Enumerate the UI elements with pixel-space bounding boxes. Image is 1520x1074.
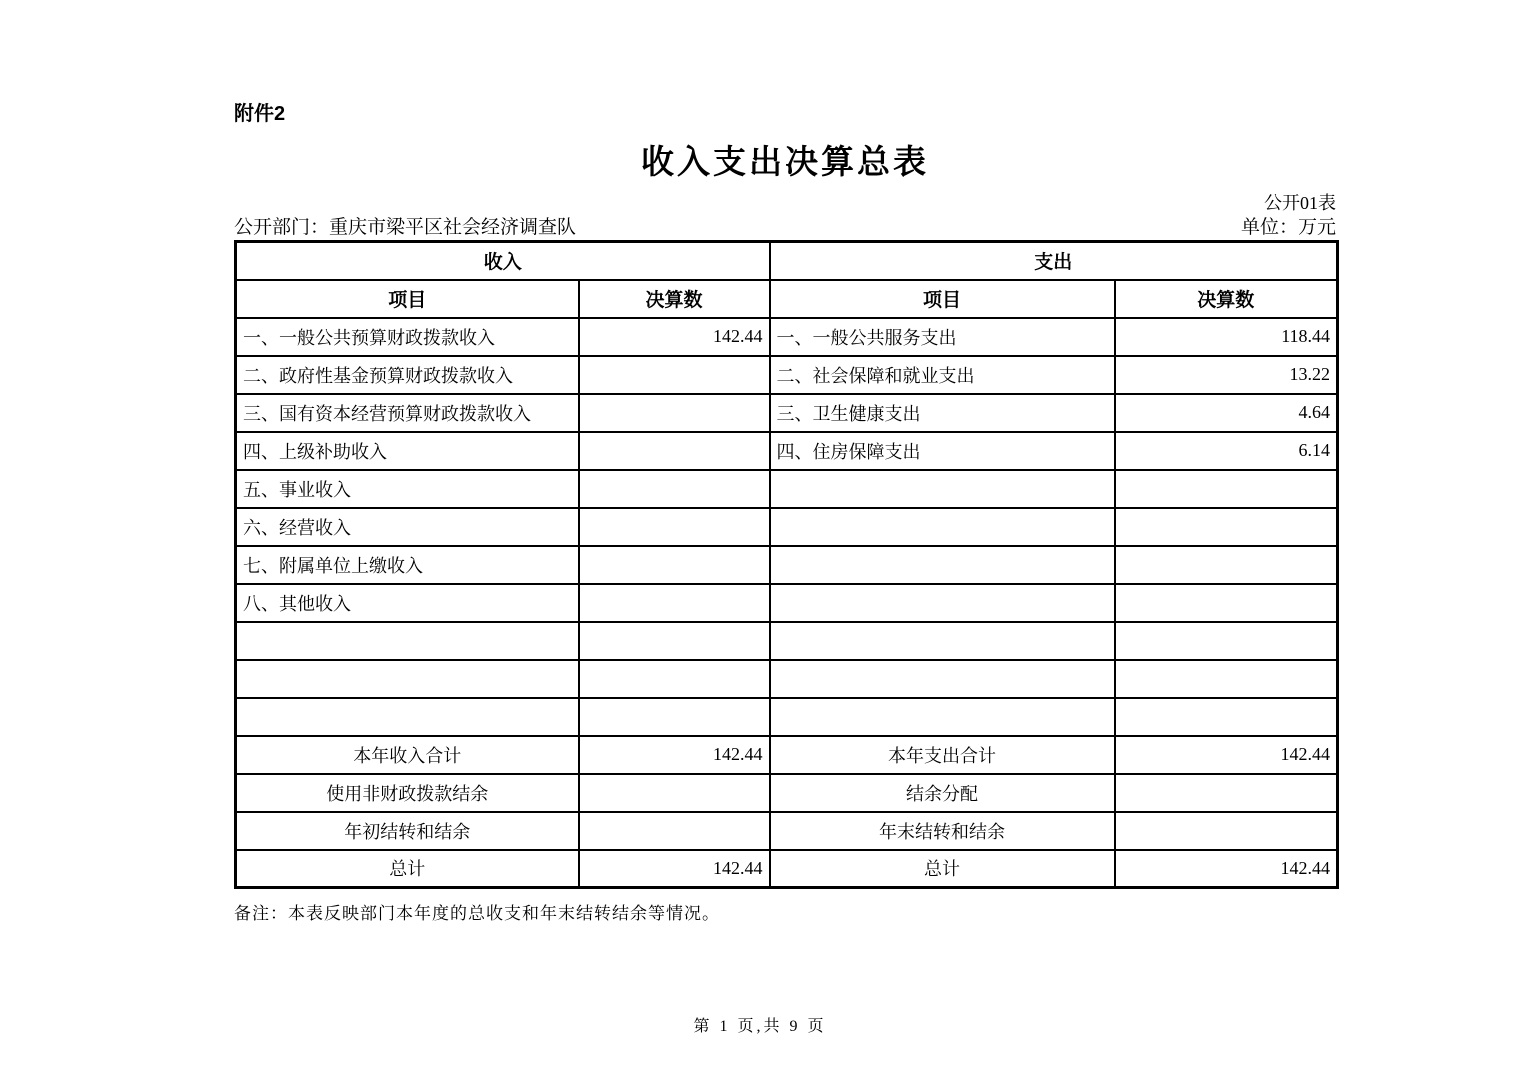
expense-amount-cell	[1115, 546, 1338, 584]
unit-label: 单位：万元	[1240, 217, 1336, 238]
income-amount-cell	[579, 508, 770, 546]
table-meta-row	[234, 212, 1336, 239]
income-amount-cell	[579, 470, 770, 508]
expense-item-cell: 一、一般公共服务支出	[770, 318, 1115, 356]
table-row	[236, 660, 1338, 698]
expense-amount-cell	[1115, 812, 1338, 850]
expense-amount-cell	[1115, 774, 1338, 812]
income-amount-cell	[579, 546, 770, 584]
table-row	[236, 546, 1338, 584]
expense-amount-cell: 118.44	[1115, 318, 1338, 356]
expense-amount-cell	[1115, 584, 1338, 622]
income-amount-cell	[579, 356, 770, 394]
income-amount-cell: 142.44	[579, 318, 770, 356]
table-row	[236, 432, 1338, 470]
expense-amount-cell	[1115, 470, 1338, 508]
income-amount-cell: 142.44	[579, 850, 770, 888]
income-item-cell: 八、其他收入	[236, 584, 579, 622]
expense-item-cell: 二、社会保障和就业支出	[770, 356, 1115, 394]
expense-amount-cell	[1115, 660, 1338, 698]
table-code-label: 公开01表	[1264, 193, 1336, 213]
expense-amount-column-header: 决算数	[1115, 280, 1338, 318]
table-row	[236, 470, 1338, 508]
income-amount-cell	[579, 660, 770, 698]
table-row-carryover	[236, 812, 1338, 850]
department-label: 公开部门：重庆市梁平区社会经济调查队	[234, 217, 577, 238]
expense-item-cell	[770, 622, 1115, 660]
section-header-row	[236, 242, 1338, 280]
income-amount-cell	[579, 774, 770, 812]
expense-amount-cell	[1115, 698, 1338, 736]
expense-item-cell	[770, 508, 1115, 546]
expense-amount-cell: 4.64	[1115, 394, 1338, 432]
expense-item-cell: 结余分配	[770, 774, 1115, 812]
income-amount-cell	[579, 584, 770, 622]
expense-item-cell	[770, 698, 1115, 736]
income-amount-cell: 142.44	[579, 736, 770, 774]
table-row-grand-total	[236, 850, 1338, 888]
income-item-cell: 四、上级补助收入	[236, 432, 579, 470]
income-section-header: 收入	[236, 242, 770, 280]
expense-item-cell: 年末结转和结余	[770, 812, 1115, 850]
income-item-cell: 年初结转和结余	[236, 812, 579, 850]
expense-item-cell	[770, 546, 1115, 584]
table-row-annual-total	[236, 736, 1338, 774]
expense-amount-cell	[1115, 622, 1338, 660]
income-amount-cell	[579, 394, 770, 432]
table-row	[236, 394, 1338, 432]
page-title: 收入支出决算总表	[641, 145, 929, 181]
income-amount-column-header: 决算数	[579, 280, 770, 318]
expense-item-cell: 三、卫生健康支出	[770, 394, 1115, 432]
income-item-cell: 二、政府性基金预算财政拨款收入	[236, 356, 579, 394]
income-amount-cell	[579, 698, 770, 736]
expense-item-cell	[770, 660, 1115, 698]
page-number: 第 1 页,共 9 页	[693, 1018, 827, 1035]
expense-item-column-header: 项目	[770, 280, 1115, 318]
footnote: 备注：本表反映部门本年度的总收支和年末结转结余等情况。	[234, 904, 720, 923]
table-row-surplus	[236, 774, 1338, 812]
income-amount-cell	[579, 432, 770, 470]
income-item-column-header: 项目	[236, 280, 579, 318]
expense-item-cell	[770, 470, 1115, 508]
column-header-row	[236, 280, 1338, 318]
budget-summary-table	[234, 240, 1339, 889]
income-item-cell: 总计	[236, 850, 579, 888]
income-item-cell: 六、经营收入	[236, 508, 579, 546]
income-item-cell	[236, 622, 579, 660]
income-item-cell: 本年收入合计	[236, 736, 579, 774]
expense-item-cell: 总计	[770, 850, 1115, 888]
table-row	[236, 622, 1338, 660]
expense-amount-cell: 142.44	[1115, 736, 1338, 774]
income-item-cell	[236, 698, 579, 736]
income-item-cell: 使用非财政拨款结余	[236, 774, 579, 812]
income-item-cell: 三、国有资本经营预算财政拨款收入	[236, 394, 579, 432]
table-row	[236, 318, 1338, 356]
income-item-cell: 五、事业收入	[236, 470, 579, 508]
expense-item-cell	[770, 584, 1115, 622]
table-row	[236, 698, 1338, 736]
table-row	[236, 584, 1338, 622]
expense-amount-cell: 13.22	[1115, 356, 1338, 394]
attachment-label: 附件2	[234, 103, 286, 125]
expense-amount-cell: 6.14	[1115, 432, 1338, 470]
income-item-cell: 七、附属单位上缴收入	[236, 546, 579, 584]
income-item-cell	[236, 660, 579, 698]
expense-item-cell: 本年支出合计	[770, 736, 1115, 774]
table-row	[236, 508, 1338, 546]
income-amount-cell	[579, 622, 770, 660]
table-row	[236, 356, 1338, 394]
income-item-cell: 一、一般公共预算财政拨款收入	[236, 318, 579, 356]
income-amount-cell	[579, 812, 770, 850]
expense-item-cell: 四、住房保障支出	[770, 432, 1115, 470]
expense-section-header: 支出	[770, 242, 1338, 280]
expense-amount-cell	[1115, 508, 1338, 546]
expense-amount-cell: 142.44	[1115, 850, 1338, 888]
